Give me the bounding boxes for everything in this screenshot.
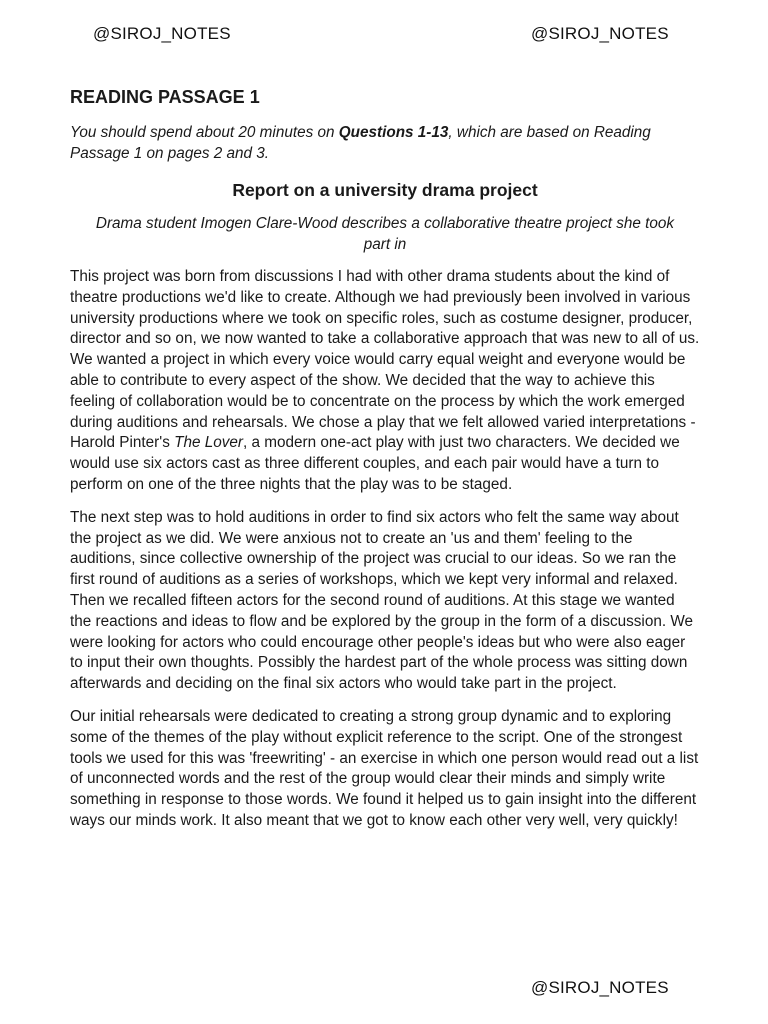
instructions-text-start: You should spend about 20 minutes on: [70, 124, 339, 141]
paragraph-1-text-end: , a modern one-act play with just two characters. We decided we would use six actors cast as three different couples, and each pair would have a turn to perform on one of the three nights that the play was to be staged.: [70, 434, 680, 493]
paragraph-3: Our initial rehearsals were dedicated to creating a strong group dynamic and to exploring some of the themes of the play without explicit reference to the script. One of the strongest tools we used for this was 'freewriting' - an exercise in which one person would read out a list of unconnected words and the rest of the group would clear their minds and simply write something in response to those words. We found it helped us to gain insight into the different ways our minds work. It also meant that we got to know each other very well, very quickly!: [70, 707, 699, 829]
watermark-top-right: @SIROJ_NOTES: [531, 24, 669, 43]
play-title: The Lover: [174, 434, 243, 452]
paragraph-2: The next step was to hold auditions in order to find six actors who felt the same way about the project as we did. We were anxious not to create an 'us and them' feeling to the auditions, since collective ownership of the project was crucial to our ideas. So we ran the first round of auditions as a series of workshops, which we kept very informal and relaxed. Then we recalled fifteen actors for the second round of auditions. At this stage we wanted the reactions and ideas to flow and be explored by the group in the form of a discussion. We were looking for actors who could encourage other people's ideas but who were also eager to input their own thoughts. Possibly the hardest part of the whole process was sitting down afterwards and deciding on the final six actors who would take part in the project.: [70, 508, 694, 693]
article-subtitle: Drama student Imogen Clare-Wood describes a collaborative theatre project she took part in: [95, 215, 675, 253]
watermark-bottom-right: @SIROJ_NOTES: [531, 978, 669, 997]
paragraph-1-text-start: This project was born from discussions I had with other drama students about the kind of theatre productions we'd like to create. Although we had previously been involved in various university productions where we took on specific roles, such as costume designer, producer, director and so on, we now wanted to take a collaborative approach that was new to all of us. We wanted a project in which every voice would carry equal weight and everyone would be able to contribute to every aspect of the show. We decided that the way to achieve this feeling of collaboration would be to concentrate on the process by which the work emerged during auditions and rehearsals. We chose a play that we felt allowed varied interpretations - Harold Pinter's: [70, 268, 700, 452]
instructions-text-end: , which are based on Reading Passage 1 on pages 2 and 3.: [70, 124, 651, 162]
watermark-top-left: @SIROJ_NOTES: [93, 24, 231, 43]
article-title: Report on a university drama project: [232, 180, 538, 200]
passage-heading: READING PASSAGE 1: [70, 87, 260, 107]
instructions: [70, 122, 700, 164]
document-body: [70, 86, 700, 832]
paragraph-1: [70, 267, 700, 496]
instructions-questions-range: Questions 1-13: [338, 124, 449, 141]
